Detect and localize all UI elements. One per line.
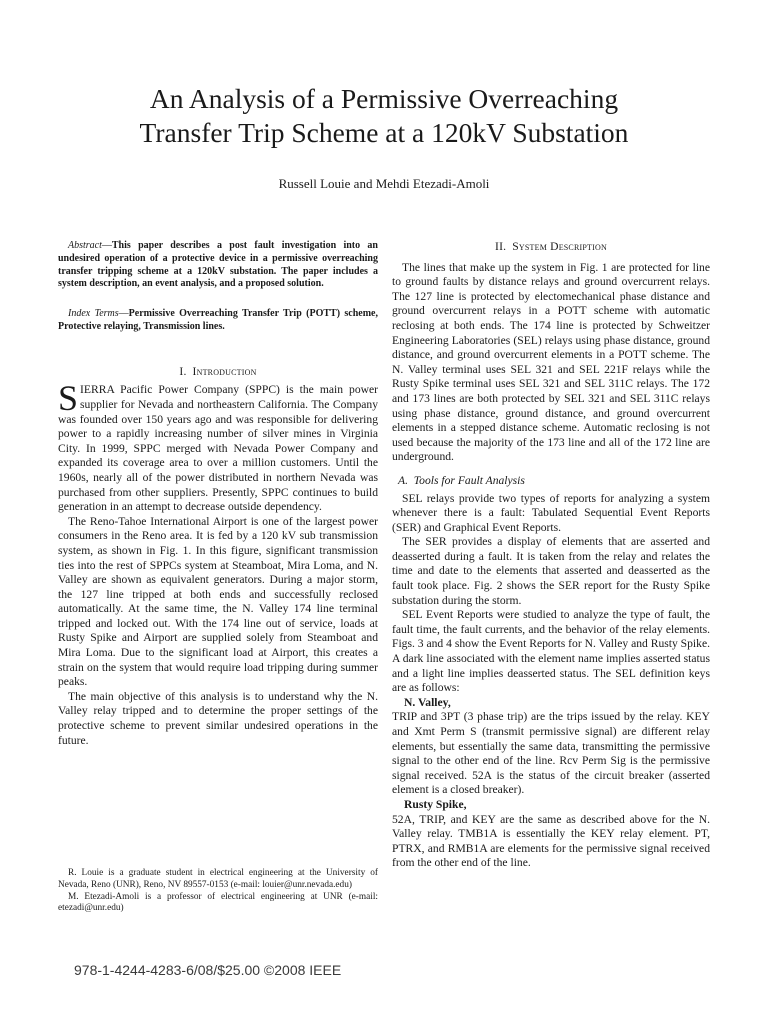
section-1-paragraph-1: [58, 378, 378, 514]
section-2-paragraph-5: TRIP and 3PT (3 phase trip) are the trips issued by the relay. KEY and Xmt Perm S (transmit permissive signal) are different relay elements, but essentially the same data, transmitting the permissive signal to the other end of the line. Rcv Perm Sig is the permissive signal received. 52A is the status of the circuit breaker (asserted element is a closed breaker).: [392, 710, 710, 797]
right-column: [392, 240, 710, 871]
abstract-text: This paper describes a post fault investigation into an undesired operation of a protective device in a permissive overreaching transfer tripping scheme at a 120kV substation. The paper includes a system description, an event analysis, and a proposed solution.: [58, 240, 378, 290]
section-2-paragraph-3: The SER provides a display of elements that are asserted and deasserted during a fault. It is taken from the relay and relates the time and date to the elements that asserted and deasserted as the fault took place. Fig. 2 shows the SER report for the Rusty Spike substation during the storm.: [392, 535, 710, 607]
index-terms-text: Permissive Overreaching Transfer Trip (POTT) scheme, Protective relaying, Transmission lines.: [58, 308, 378, 332]
copyright-footer: 978-1-4244-4283-6/08/$25.00 ©2008 IEEE: [74, 962, 342, 978]
footnote-1: R. Louie is a graduate student in electrical engineering at the University of Nevada, Reno (UNR), Reno, NV 89557-0153 (e-mail: louier@unr.nevada.edu): [58, 868, 378, 890]
abstract-label: Abstract: [68, 240, 102, 251]
left-column: [58, 240, 378, 748]
section-2-heading: II. System Description: [495, 240, 607, 253]
index-terms: [58, 308, 378, 334]
section-1-paragraph-3: The main objective of this analysis is to understand why the N. Valley relay tripped and to determine the proper settings of the protective scheme to prevent similar undesired operations in the future.: [58, 689, 378, 747]
section-1-paragraph-1-text: IERRA Pacific Power Company (SPPC) is the main power supplier for Nevada and northeastern California. The Company was founded over 150 years ago and was responsible for delivering power to a rapidly increasing number of silver mines in Virginia City. In 1999, SPPC merged with Nevada Power Company and expanded its coverage area to over a million customers. Until the 1960s, nearly all of the power distributed in northern Nevada was purchased from other suppliers. Presently, SPPC continues to build generation in an attempt to decrease outside dependency.: [58, 383, 378, 514]
subsection-a-heading: A. Tools for Fault Analysis: [398, 473, 525, 487]
section-2-paragraph-1: The lines that make up the system in Fig. 1 are protected for line to ground faults by distance relays and ground overcurrent relays. The 127 line is protected by electomechanical phase distance and ground overcurrent relays in a POTT scheme with automatic reclosing at both ends. The 174 line is protected by Schweitzer Engineering Laboratories (SEL) relays using phase distance, ground distance, and ground overcurrent elements in a POTT scheme. The N. Valley terminal uses SEL 321 and SEL 221F relays while the Rusty Spike terminal uses SEL 321 and SEL 311C relays. The 172 and 173 lines are both protected by SEL 321 and SEL 311C relays using phase distance, ground distance, and ground overcurrent elements in a stepped distance scheme. Automatic reclosing is not used because the majority of the 173 line and all of the 172 line are underground.: [392, 260, 710, 464]
drop-cap: S: [58, 378, 79, 419]
paper-title: [0, 82, 768, 150]
index-terms-label: Index Terms: [68, 308, 119, 320]
index-terms-dash: —: [118, 308, 129, 320]
key-n-valley-line: N. Valley,: [404, 695, 451, 709]
title-line-1: An Analysis of a Permissive Overreaching: [149, 83, 619, 114]
key-n-valley: N. Valley: [404, 695, 448, 709]
section-1-heading: I. Introduction: [179, 364, 257, 378]
section-2-paragraph-6: 52A, TRIP, and KEY are the same as described above for the N. Valley relay. TMB1A is essentially the KEY relay element. PT, PTRX, and RMB1A are elements for the permissive signal received from the other end of the line.: [392, 812, 710, 870]
section-1-paragraph-2: The Reno-Tahoe International Airport is one of the largest power consumers in the Reno area. It is fed by a 120 kV sub transmission system, as shown in Fig. 1. In this figure, significant transmission ties into the rest of SPPCs system at Steamboat, Mira Loma, and N. Valley are shown as equivalent generators. During a major storm, the 127 line tripped at both ends and successfully reclosed automatically. At the same time, the N. Valley 174 line terminal tripped and locked out. With the 174 line out of service, loads at Rusty Spike and Airport are supplied solely from Steamboat and Mira Loma. Due to the significant load at Airport, this creates a strain on the system that would require load tripping during summer peaks.: [58, 514, 378, 689]
section-2-paragraph-4: SEL Event Reports were studied to analyze the type of fault, the fault time, the fault currents, and the behavior of the relay elements. Figs. 3 and 4 show the Event Reports for N. Valley and Rusty Spike. A dark line associated with the element name implies asserted status and a light line implies deasserted status. The SEL definition keys are as follows:: [392, 608, 710, 695]
key-rusty-spike: Rusty Spike: [404, 797, 464, 811]
authors: Russell Louie and Mehdi Etezadi-Amoli: [278, 176, 490, 191]
footnotes: [58, 868, 378, 915]
key-rusty-spike-line: Rusty Spike,: [404, 797, 467, 811]
abstract: [58, 240, 378, 291]
title-line-2: Transfer Trip Scheme at a 120kV Substation: [139, 117, 629, 148]
section-2-paragraph-2: SEL relays provide two types of reports for analyzing a system whenever there is a fault: Tabulated Sequential Event Reports (SER) and Graphical Event Reports.: [392, 491, 710, 534]
footnote-2: M. Etezadi-Amoli is a professor of electrical engineering at UNR (e-mail: etezadi@unr.edu): [58, 891, 378, 914]
abstract-dash: —: [101, 240, 112, 251]
